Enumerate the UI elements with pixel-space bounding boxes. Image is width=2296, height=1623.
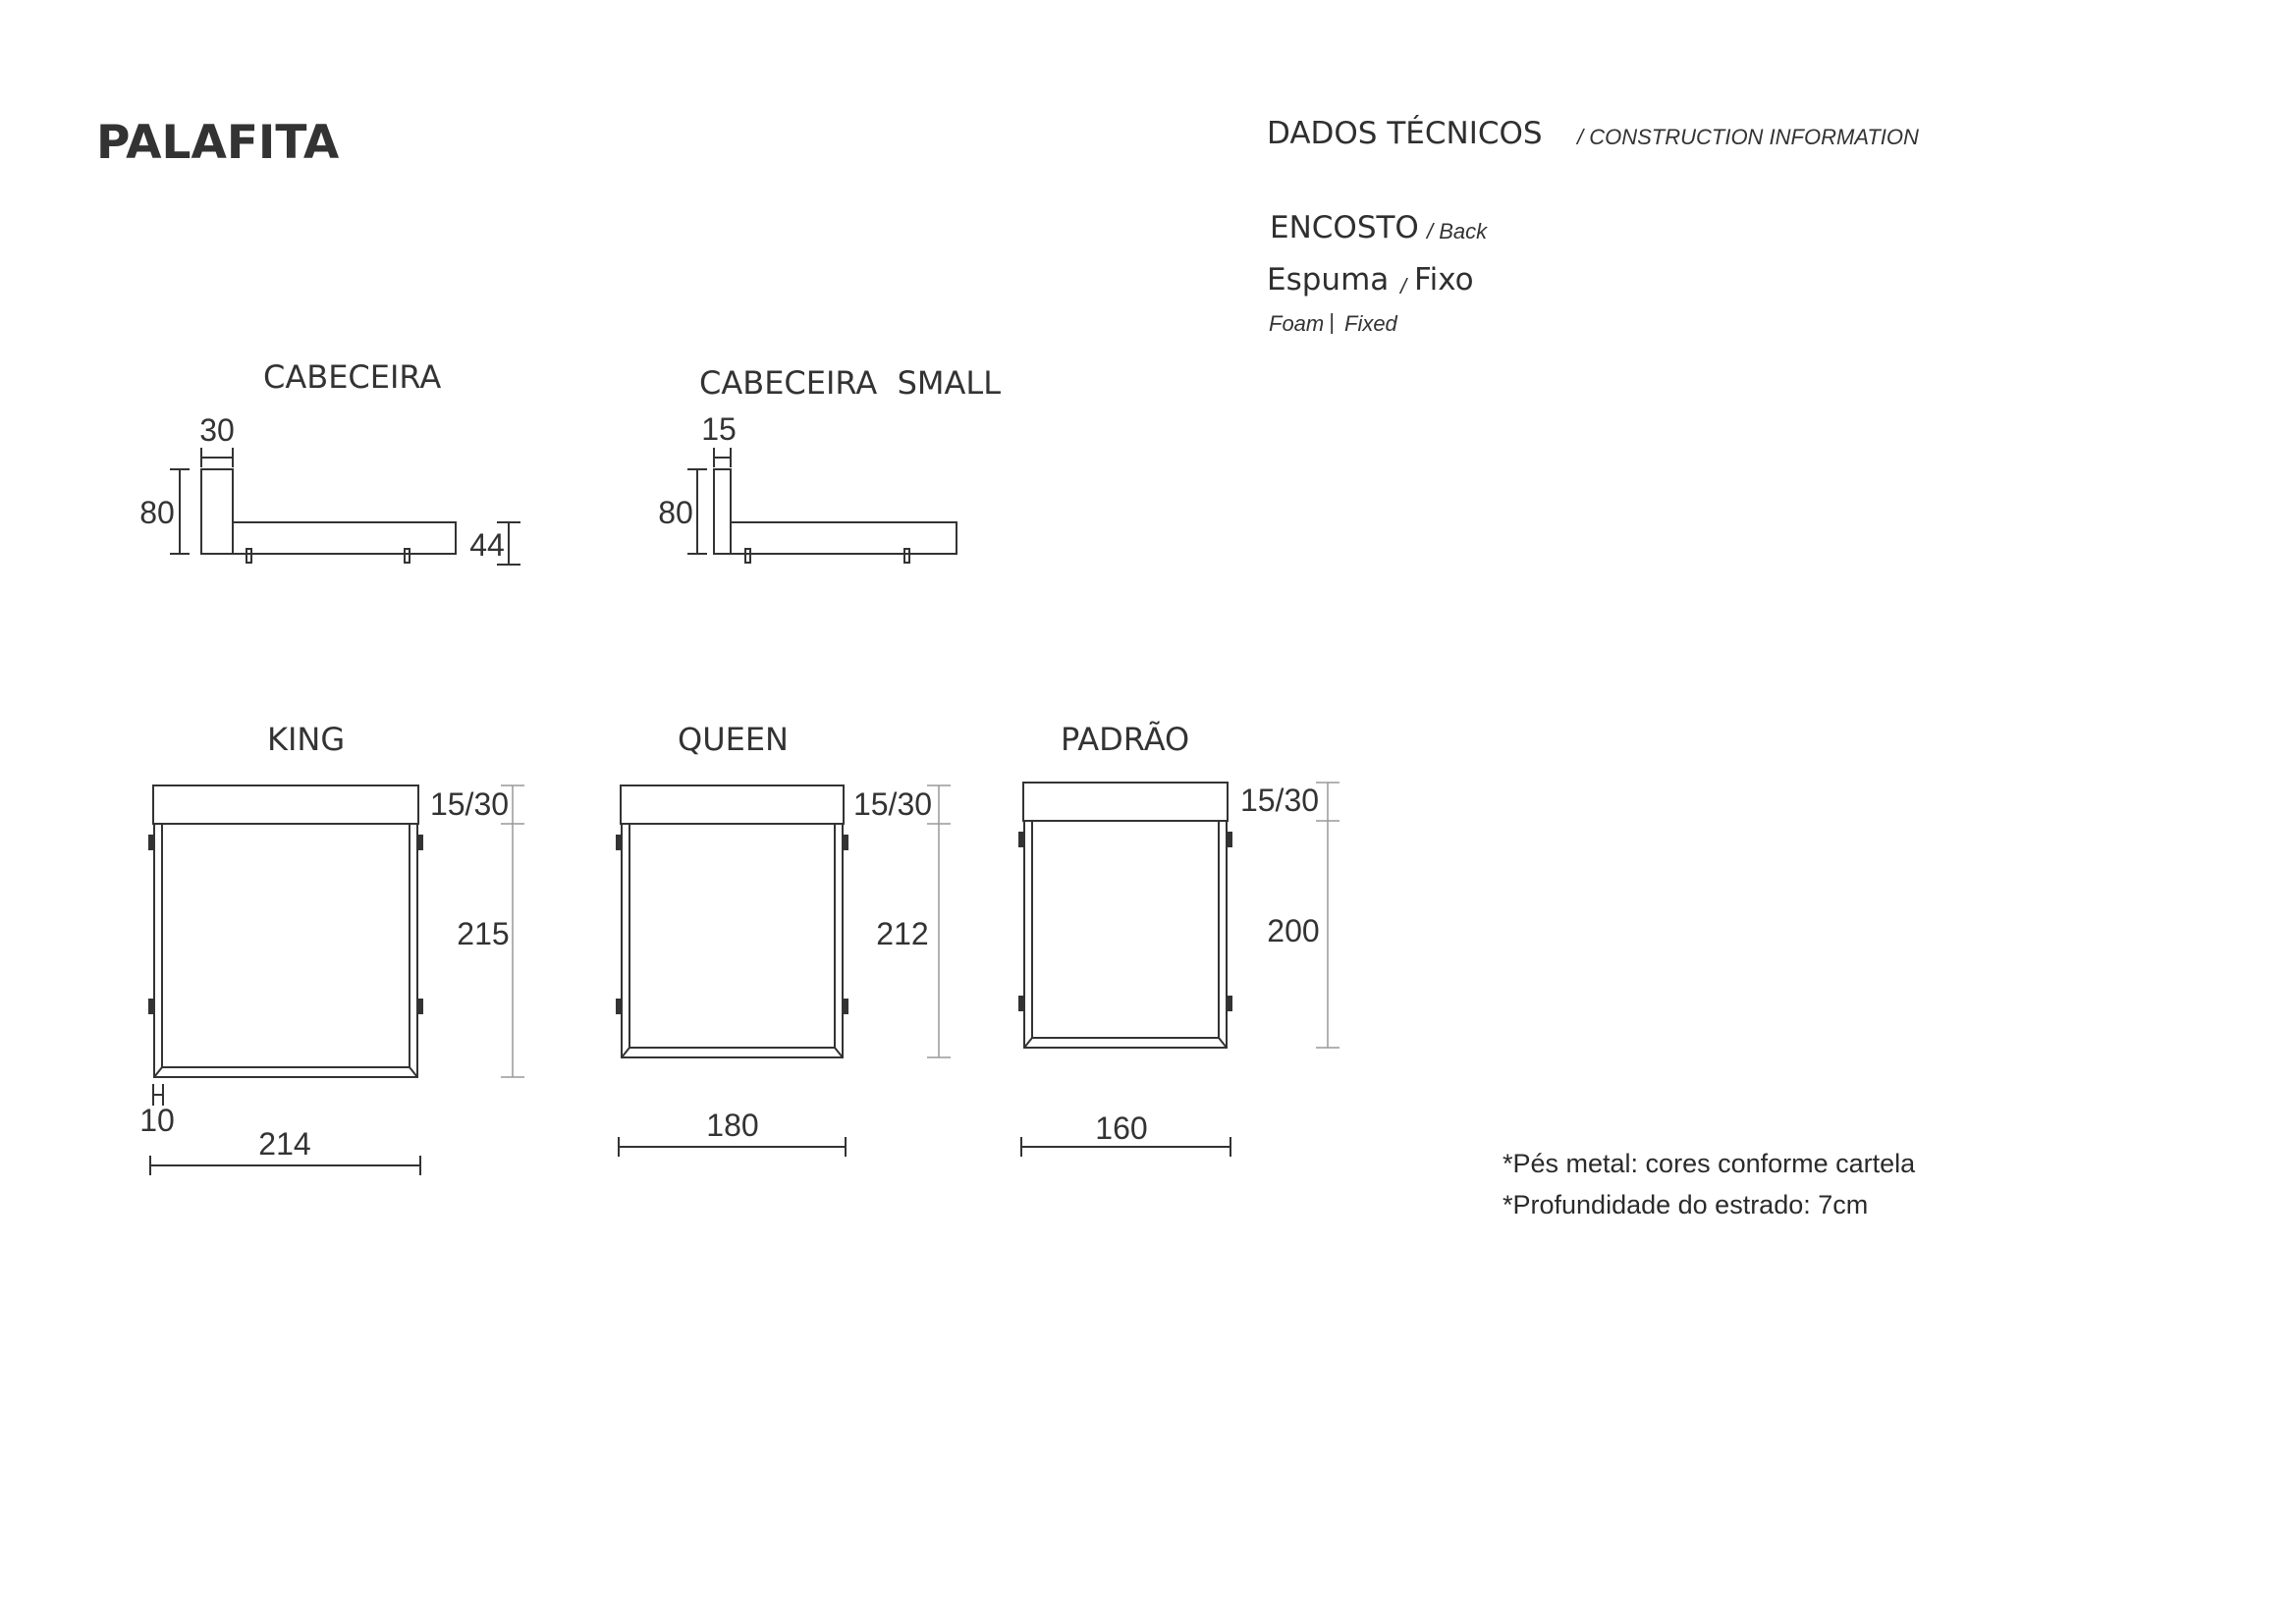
plan-king: [149, 785, 524, 1175]
plan-queen: [617, 785, 951, 1157]
dim-label: 214: [258, 1126, 311, 1162]
dim-label: 200: [1267, 913, 1320, 948]
dim-label: 215: [457, 916, 510, 951]
dim-label: 44: [469, 527, 505, 563]
dim-label: 80: [658, 495, 693, 530]
bed-leg: [844, 1000, 847, 1013]
bed-leg: [617, 1000, 621, 1013]
side-view-label-small: CABECEIRA SMALL: [699, 364, 1002, 402]
bed-frame-inner: [629, 824, 835, 1048]
bed-leg: [745, 549, 750, 563]
bed-leg: [904, 549, 909, 563]
bed-frame-inner: [162, 824, 410, 1067]
type-pt: Fixo: [1414, 262, 1474, 298]
page-title: PALAFITA: [96, 116, 340, 170]
material-en-separator: |: [1329, 309, 1335, 334]
plan-label-queen: QUEEN: [678, 721, 789, 758]
dim-headboard-thickness: [714, 448, 731, 467]
bed-base-profile: [731, 522, 957, 554]
bed-leg: [1019, 997, 1023, 1010]
bed-leg: [418, 1000, 422, 1013]
back-label-en: / Back: [1427, 219, 1488, 243]
headboard-profile: [714, 469, 731, 554]
headboard: [1023, 783, 1228, 821]
dim-label: 10: [139, 1103, 175, 1138]
dim-label: 15/30: [429, 786, 510, 822]
dim-label: 80: [139, 495, 175, 530]
dim-label: 30: [199, 412, 235, 448]
dim-label: 180: [706, 1108, 759, 1143]
bed-leg: [149, 836, 153, 849]
back-label: ENCOSTO: [1270, 210, 1419, 245]
dim-headboard-thickness: [201, 448, 233, 467]
headboard: [153, 785, 418, 824]
tech-heading: DADOS TÉCNICOS: [1267, 116, 1543, 151]
headboard: [621, 785, 844, 824]
type-en: Fixed: [1344, 311, 1397, 336]
bed-leg: [246, 549, 251, 563]
note-depth: *Profundidade do estrado: 7cm: [1503, 1190, 1869, 1219]
bed-frame-outer: [622, 824, 843, 1057]
bed-leg: [149, 1000, 153, 1013]
dim-queen-length: [927, 785, 951, 1057]
bed-leg: [617, 836, 621, 849]
bed-leg: [1228, 997, 1231, 1010]
bed-frame-outer: [1024, 821, 1227, 1048]
bed-base-profile: [233, 522, 456, 554]
dim-label: 160: [1095, 1110, 1148, 1146]
bed-leg: [418, 836, 422, 849]
plan-label-padrao: PADRÃO: [1061, 721, 1190, 758]
bed-frame-inner: [1032, 821, 1219, 1038]
plan-padrao: [1019, 783, 1339, 1157]
material-separator: /: [1400, 274, 1407, 298]
side-view-cabeceira: [170, 448, 520, 565]
dim-label: 15/30: [1239, 783, 1320, 818]
material-pt: Espuma: [1267, 262, 1390, 298]
side-view-label-cabeceira: CABECEIRA: [263, 358, 442, 396]
tech-heading-en: / CONSTRUCTION INFORMATION: [1577, 125, 1919, 149]
bed-leg: [405, 549, 410, 563]
dim-label: 15: [701, 411, 737, 447]
bed-frame-outer: [154, 824, 417, 1077]
note-feet: *Pés metal: cores conforme cartela: [1503, 1149, 1916, 1178]
side-view-cabeceira-small: [687, 448, 957, 563]
plan-label-king: KING: [267, 721, 346, 758]
headboard-profile: [201, 469, 233, 554]
bed-leg: [844, 836, 847, 849]
material-en: Foam: [1269, 311, 1325, 336]
dim-label: 212: [876, 916, 929, 951]
dim-label: 15/30: [852, 786, 933, 822]
bed-leg: [1228, 833, 1231, 846]
bed-leg: [1019, 833, 1023, 846]
